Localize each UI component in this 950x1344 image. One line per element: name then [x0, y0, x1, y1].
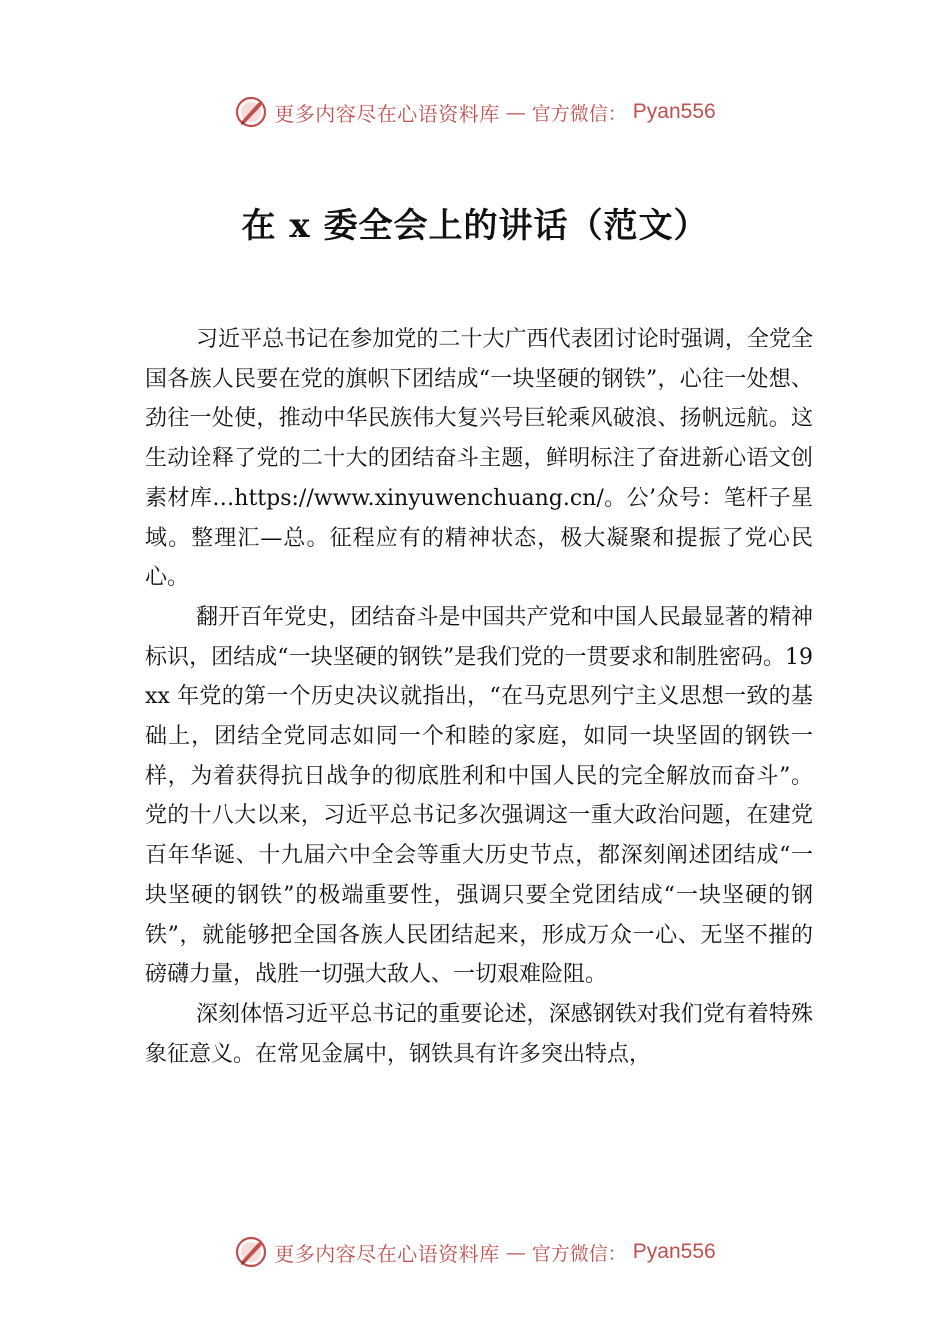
quill-logo-icon: [234, 95, 268, 129]
paragraph-1: 习近平总书记在参加党的二十大广西代表团讨论时强调，全党全国各族人民要在党的旗帜下团结成“一块坚硬的钢铁”，心往一处想、劲往一处使，推动中华民族伟大复兴号巨轮乘风破浪、扬帆远航。这生动诠释了党的二十大的团结奋斗主题，鲜明标注了奋进新心语文创素材库…https://www.xinyuwenchuang.cn/。公’众号：笔杆子星域。整理汇—总。征程应有的精神状态，极大凝聚和提振了党心民心。: [145, 327, 813, 591]
banner-main-text: 更多内容尽在心语资料库: [274, 101, 500, 126]
paragraph-2: 翻开百年党史，团结奋斗是中国共产党和中国人民最显著的精神标识，团结成“一块坚硬的钢铁”是我们党的一贯要求和制胜密码。19xx 年党的第一个历史决议就指出，“在马克思列宁主义思想一致的基础上，团结全党同志如同一个和睦的家庭，如同一块坚固的钢铁一样，为着获得抗日战争的彻底胜利和中国人民的完全解放而奋斗”。党的十八大以来，习近平总书记多次强调这一重大政治问题，在建党百年华诞、十九届六中全会等重大历史节点，都深刻阐述团结成“一块坚硬的钢铁”的极端重要性，强调只要全党团结成“一块坚硬的钢铁”，就能够把全国各族人民团结起来，形成万众一心、无坚不摧的磅礴力量，战胜一切强大敌人、一切艰难险阻。: [145, 604, 813, 988]
document-title: 在 x 委全会上的讲话（范文）: [241, 206, 709, 246]
banner-main-text: 更多内容尽在心语资料库: [274, 1241, 500, 1266]
header-banner: [0, 92, 950, 132]
banner-wechat-label: 官方微信：: [531, 1242, 627, 1265]
paragraph-3: 深刻体悟习近平总书记的重要论述，深感钢铁对我们党有着特殊象征意义。在常见金属中，钢铁具有许多突出特点，: [145, 1001, 813, 1067]
banner-separator: —: [505, 1240, 526, 1264]
banner-wechat-label: 官方微信：: [531, 102, 627, 125]
banner-wechat-id: Pyan556: [632, 1240, 716, 1263]
footer-banner: [0, 1232, 950, 1272]
banner-wechat-id: Pyan556: [632, 100, 716, 123]
document-body: [145, 320, 813, 1074]
banner-separator: —: [505, 100, 526, 124]
quill-logo-icon: [234, 1235, 268, 1269]
